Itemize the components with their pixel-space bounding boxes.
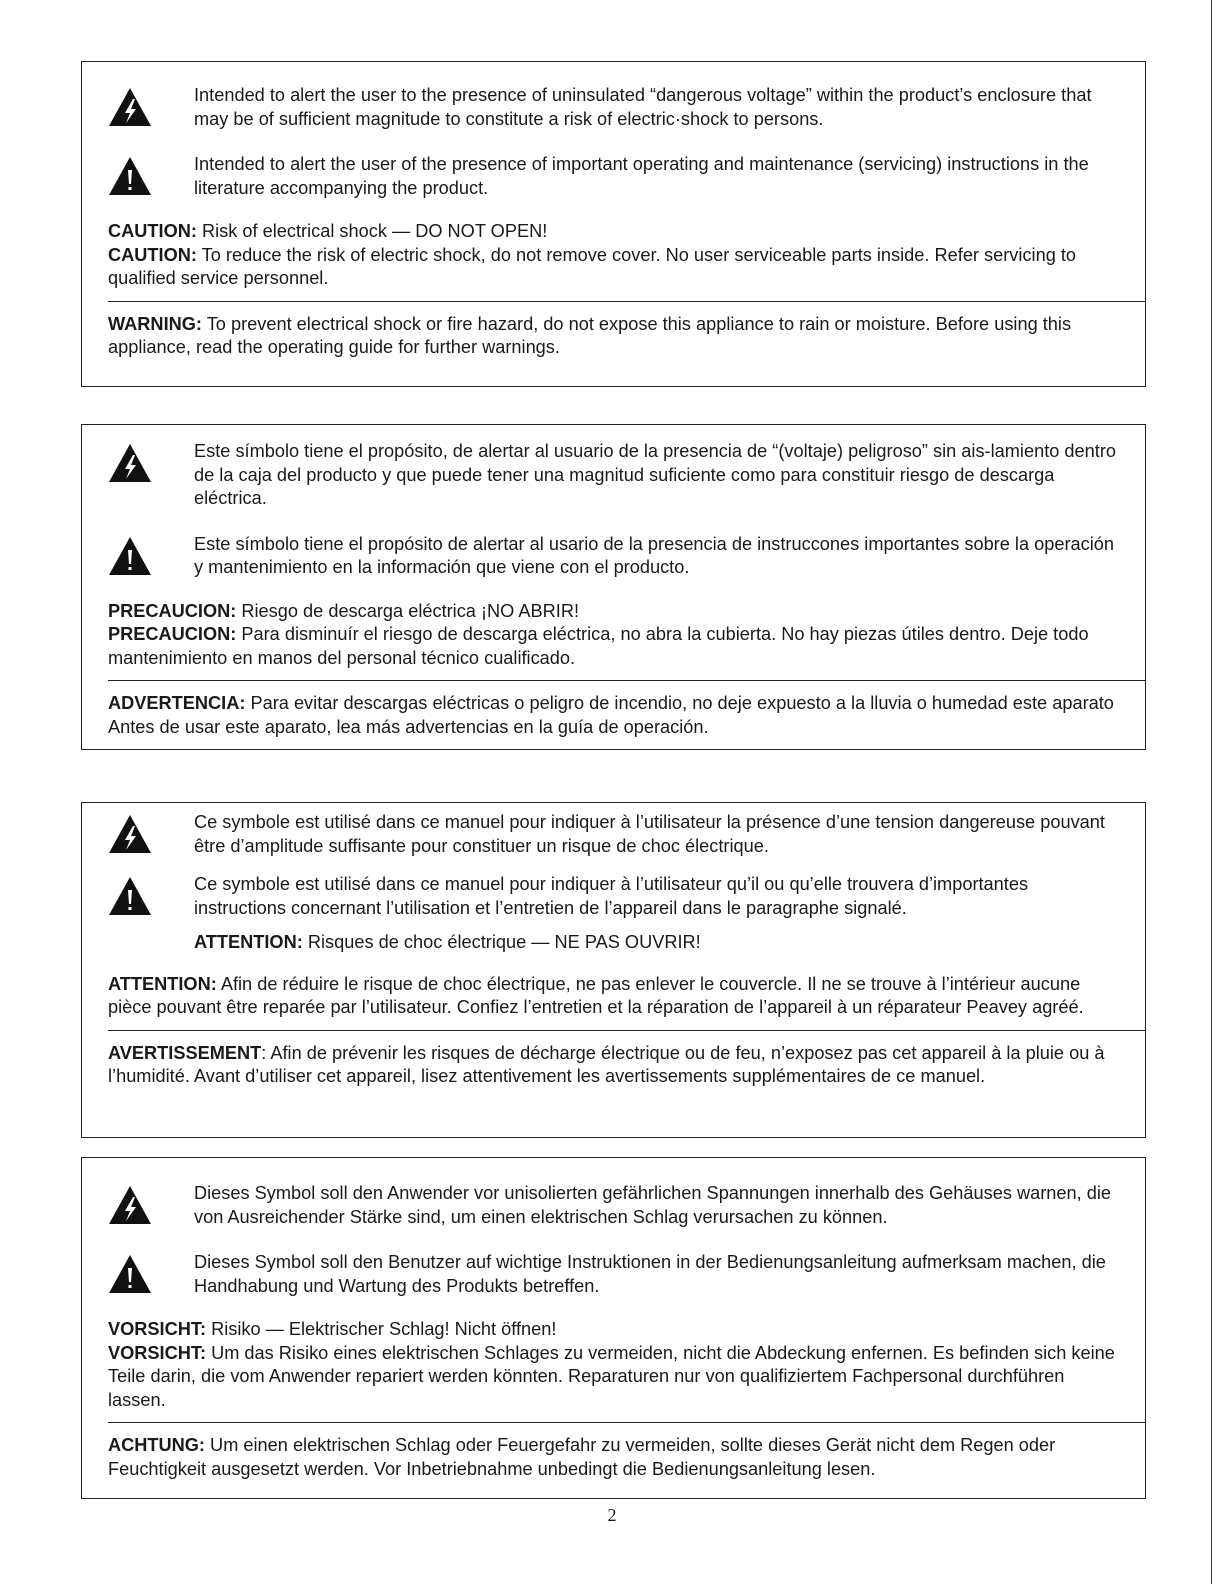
lightning-symbol-row — [108, 1182, 1119, 1229]
warning-paragraph — [108, 1434, 1119, 1481]
exclamation-symbol-row — [108, 533, 1119, 580]
caution-label: CAUTION: — [108, 244, 197, 265]
caution-line-2 — [108, 1342, 1119, 1413]
caution-label: ATTENTION: — [108, 973, 217, 994]
warning-label: ACHTUNG: — [108, 1435, 205, 1455]
symbol1-description: Este símbolo tiene el propósito, de alertar al usuario de la presencia de “(voltaje) peligroso” sin ais-lamiento dentro de la caja del producto y que puede tener una magnitud suficiente como para constituir riesgo de descarga eléctrica. — [194, 441, 1116, 508]
caution-text: Para disminuír el riesgo de descarga eléctrica, no abra la cubierta. No hay piezas útiles dentro. Deje todo mantenimiento en manos del personal técnico cualificado. — [108, 624, 1089, 668]
exclamation-warning-icon — [108, 153, 194, 196]
exclamation-symbol-row — [108, 873, 1119, 920]
symbol1-description: Intended to alert the user to the presence of uninsulated “dangerous voltage” within the product’s enclosure that may be of sufficient magnitude to constitute a risk of electric·shock to persons. — [194, 85, 1092, 129]
warning-text: : Afin de prévenir les risques de décharge électrique ou de feu, n’exposez pas cet appareil à la pluie ou à l’humidité. Avant d’utiliser cet appareil, lisez attentivement les avertissements supplémentaires de ce manuel. — [108, 1042, 1105, 1087]
symbol1-description: Ce symbole est utilisé dans ce manuel pour indiquer à l’utilisateur la présence d’une tension dangereuse pouvant être d’amplitude suffisante pour constituer un risque de choc électrique. — [194, 812, 1105, 856]
caution-block — [108, 600, 1119, 671]
caution-block — [108, 220, 1119, 291]
exclamation-warning-icon — [108, 1251, 194, 1294]
caution-line-1 — [194, 931, 1119, 955]
symbol2-description: Ce symbole est utilisé dans ce manuel pour indiquer à l’utilisateur qu’il ou qu’elle trouvera d’importantes instructions concernant l’utilisation et l’entretien de l’appareil dans le paragraphe signalé. — [194, 874, 1029, 918]
exclamation-symbol-row — [108, 1251, 1119, 1298]
caution-label: PRECAUCION: — [108, 600, 237, 621]
caution-text: Risk of electrical shock — DO NOT OPEN! — [196, 221, 548, 241]
symbol2-description: Intended to alert the user of the presence of important operating and maintenance (servicing) instructions in the literature accompanying the product. — [194, 154, 1089, 198]
symbol2-description: Este símbolo tiene el propósito de alertar al usario de la presencia de instruccones importantes sobre la operación y mantenimiento en la información que viene con el producto. — [194, 533, 1114, 577]
exclamation-warning-icon — [108, 873, 194, 916]
caution-text: To reduce the risk of electric shock, do not remove cover. No user serviceable parts inside. Refer servicing to qualified service personnel. — [108, 244, 1077, 288]
english-safety-box — [81, 61, 1146, 387]
divider — [108, 301, 1145, 302]
lightning-warning-icon — [108, 811, 194, 854]
french-safety-box — [81, 802, 1146, 1138]
caution-line-1 — [108, 220, 1119, 244]
warning-text: Para evitar descargas eléctricas o peligro de incendio, no deje expuesto a la lluvia o humedad este aparato Antes de usar este aparato, lea más advertencias en la guía de operación. — [108, 693, 1114, 737]
warning-paragraph — [108, 313, 1119, 360]
caution-text: Um das Risiko eines elektrischen Schlages zu vermeiden, nicht die Abdeckung enfernen. Es befinden sich keine Teile darin, die vom Anwender repariert werden könnten. Reparaturen nur von qualifiziertem Fachpersonal durchführen lassen. — [108, 1342, 1115, 1410]
caution-label: PRECAUCION: — [108, 624, 237, 644]
spanish-safety-box — [81, 424, 1146, 750]
caution-line-2 — [108, 623, 1119, 670]
german-safety-box — [81, 1157, 1146, 1499]
lightning-symbol-row — [108, 811, 1119, 858]
lightning-symbol-row — [108, 440, 1119, 511]
divider — [108, 1030, 1145, 1031]
lightning-warning-icon — [108, 1182, 194, 1225]
lightning-symbol-row — [108, 84, 1119, 131]
caution-label: VORSICHT: — [108, 1342, 207, 1363]
caution-text: Afin de réduire le risque de choc électrique, ne pas enlever le couvercle. Il ne se trouve à l’intérieur aucune pièce pouvant être reparée par l’utilisateur. Confiez l’entretien et la réparation de l’appareil à un réparateur Peavey agréé. — [108, 973, 1084, 1018]
caution-block — [108, 1318, 1119, 1412]
warning-label: ADVERTENCIA: — [108, 693, 246, 713]
warning-text: To prevent electrical shock or fire hazard, do not expose this appliance to rain or moisture. Before using this appliance, read the operating guide for further warnings. — [108, 313, 1072, 357]
caution-text: Risiko — Elektrischer Schlag! Nicht öffnen! — [206, 1319, 557, 1339]
caution-line-2 — [108, 973, 1119, 1020]
caution-text: Riesgo de descarga eléctrica ¡NO ABRIR! — [236, 600, 580, 621]
exclamation-symbol-row — [108, 153, 1119, 200]
caution-label: VORSICHT: — [108, 1319, 207, 1339]
page-number: 2 — [607, 1505, 617, 1525]
caution-line-1 — [108, 1318, 1119, 1342]
lightning-warning-icon — [108, 440, 194, 483]
caution-line-1 — [108, 600, 1119, 624]
warning-label: AVERTISSEMENT — [108, 1042, 262, 1063]
caution-text: Risques de choc électrique — NE PAS OUVRIR! — [302, 932, 701, 952]
symbol1-description: Dieses Symbol soll den Anwender vor unisolierten gefährlichen Spannungen innerhalb des Gehäuses warnen, die von Ausreichender Stärke sind, um einen elektrischen Schlag verursachen zu können. — [194, 1183, 1112, 1227]
warning-text: Um einen elektrischen Schlag oder Feuergefahr zu vermeiden, sollte dieses Gerät nicht dem Regen oder Feuchtigkeit ausgesetzt werden. Vor Inbetriebnahme unbedingt die Bedienungsanleitung lesen. — [108, 1435, 1056, 1479]
symbol2-description: Dieses Symbol soll den Benutzer auf wichtige Instruktionen in der Bedienungsanleitung aufmerksam machen, die Handhabung und Wartung des Produkts betreffen. — [194, 1252, 1106, 1296]
caution-label: ATTENTION: — [194, 932, 303, 952]
caution-line-2 — [108, 244, 1119, 291]
warning-label: WARNING: — [108, 313, 202, 334]
divider — [108, 1422, 1145, 1423]
exclamation-warning-icon — [108, 533, 194, 576]
scan-edge-line — [1211, 0, 1213, 1584]
divider — [108, 680, 1145, 681]
warning-paragraph — [108, 692, 1119, 739]
warning-paragraph — [108, 1042, 1119, 1089]
lightning-warning-icon — [108, 84, 194, 127]
caution-label: CAUTION: — [108, 221, 197, 241]
